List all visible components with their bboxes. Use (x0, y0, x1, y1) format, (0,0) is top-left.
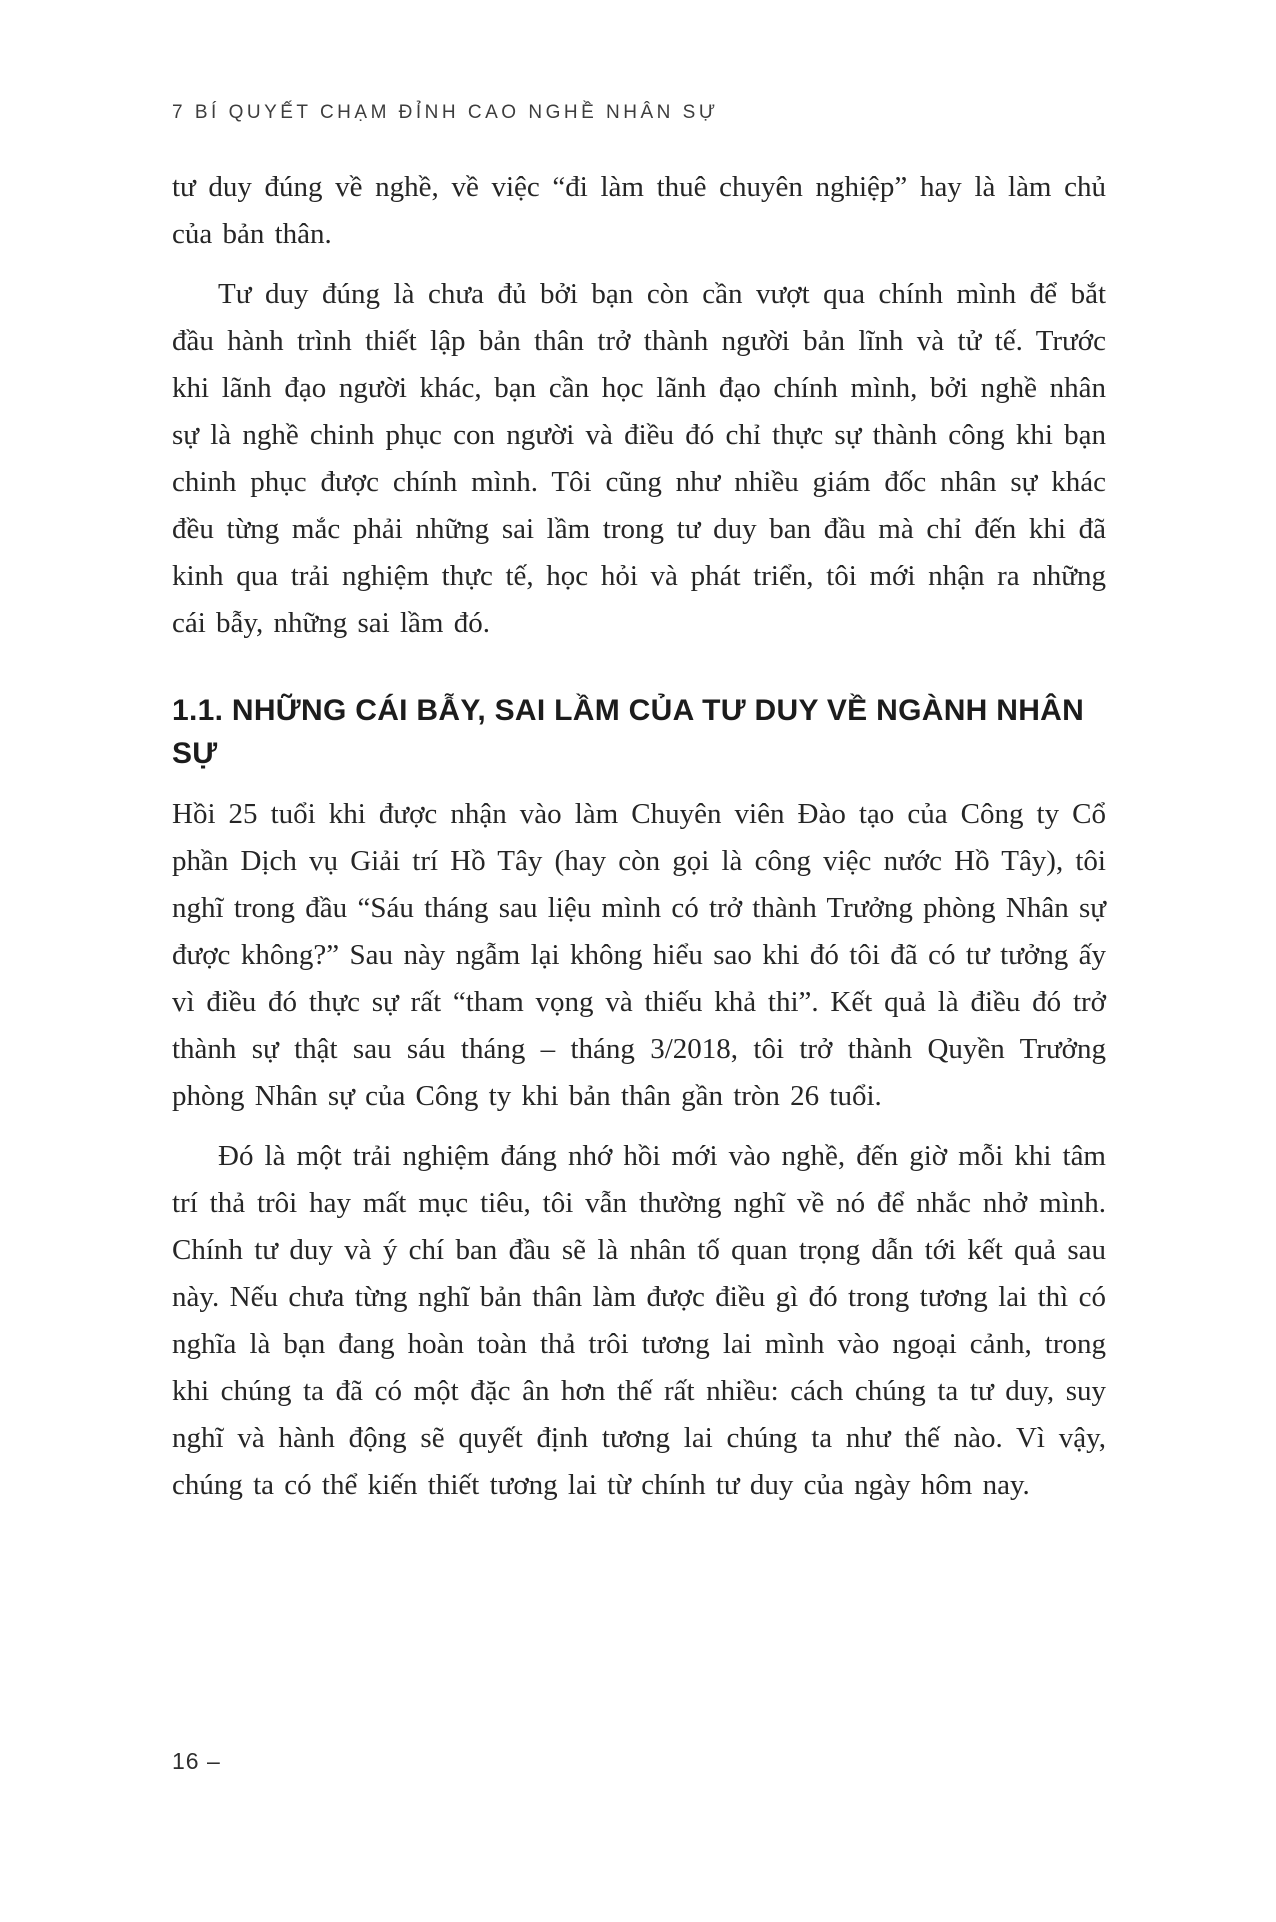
page-number: 16 – (172, 1748, 221, 1774)
section-heading: 1.1. NHỮNG CÁI BẪY, SAI LẦM CỦA TƯ DUY VỀ NGÀNH NHÂN SỰ (172, 694, 1085, 770)
paragraph: Đó là một trải nghiệm đáng nhớ hồi mới vào nghề, đến giờ mỗi khi tâm trí thả trôi hay mất mục tiêu, tôi vẫn thường nghĩ về nó để nhắc nhở mình. Chính tư duy và ý chí ban đầu sẽ là nhân tố quan trọng dẫn tới kết quả sau này. Nếu chưa từng nghĩ bản thân làm được điều gì đó trong tương lai thì có nghĩa là bạn đang hoàn toàn thả trôi tương lai mình vào ngoại cảnh, trong khi chúng ta đã có một đặc ân hơn thế rất nhiều: cách chúng ta tư duy, suy nghĩ và hành động sẽ quyết định tương lai chúng ta như thế nào. Vì vậy, chúng ta có thể kiến thiết tương lai từ chính tư duy của ngày hôm nay. (172, 1140, 1106, 1501)
paragraph: Tư duy đúng là chưa đủ bởi bạn còn cần vượt qua chính mình để bắt đầu hành trình thiết lập bản thân trở thành người bản lĩnh và tử tế. Trước khi lãnh đạo người khác, bạn cần học lãnh đạo chính mình, bởi nghề nhân sự là nghề chinh phục con người và điều đó chỉ thực sự thành công khi bạn chinh phục được chính mình. Tôi cũng như nhiều giám đốc nhân sự khác đều từng mắc phải những sai lầm trong tư duy ban đầu mà chỉ đến khi đã kinh qua trải nghiệm thực tế, học hỏi và phát triển, tôi mới nhận ra những cái bẫy, những sai lầm đó. (172, 278, 1106, 639)
paragraph: Hồi 25 tuổi khi được nhận vào làm Chuyên viên Đào tạo của Công ty Cổ phần Dịch vụ Giải trí Hồ Tây (hay còn gọi là công việc nước Hồ Tây), tôi nghĩ trong đầu “Sáu tháng sau liệu mình có trở thành Trưởng phòng Nhân sự được không?” Sau này ngẫm lại không hiểu sao khi đó tôi đã có tư tưởng ấy vì điều đó thực sự rất “tham vọng và thiếu khả thi”. Kết quả là điều đó trở thành sự thật sau sáu tháng – tháng 3/2018, tôi trở thành Quyền Trưởng phòng Nhân sự của Công ty khi bản thân gần tròn 26 tuổi. (172, 798, 1106, 1112)
body-text (172, 164, 1106, 1509)
paragraph: tư duy đúng về nghề, về việc “đi làm thuê chuyên nghiệp” hay là làm chủ của bản thân. (172, 171, 1106, 250)
page-content (172, 0, 1106, 1522)
running-header: 7 BÍ QUYẾT CHẠM ĐỈNH CAO NGHỀ NHÂN SỰ (172, 102, 719, 123)
